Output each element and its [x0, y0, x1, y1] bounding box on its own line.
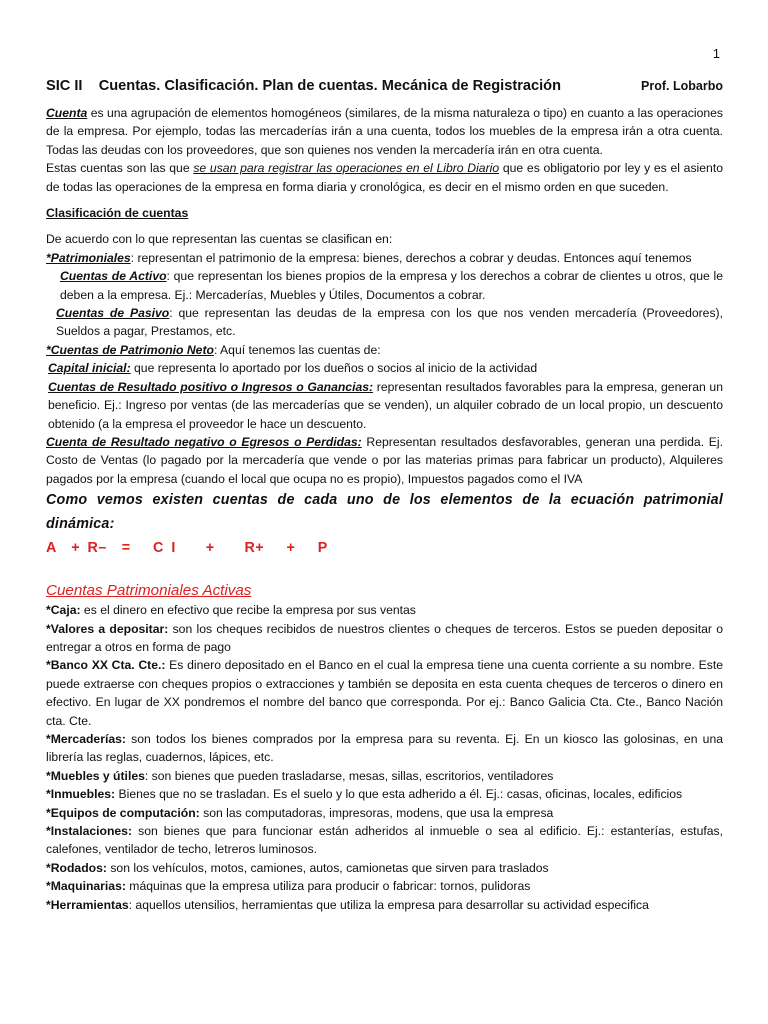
document-title: SIC II Cuentas. Clasificación. Plan de cuentas. Mecánica de Registración — [46, 78, 561, 94]
activo-text: : que representan los bienes propios de la empresa y los derechos a cobrar de clientes u otros, que le deben a la empresa. Ej.: Mercaderías, Muebles y Útiles, Documentos a cobrar. — [60, 269, 723, 302]
equation-formula: A + R– = C I + R+ + P — [46, 540, 328, 557]
list-item — [46, 859, 723, 877]
resultado-positivo-text: representan resultados favorables para la empresa, generan un beneficio. Ej.: Ingreso por ventas (de las mercaderías que se venden), un alquiler cobrado de un local propio, un descuento obtenido (a la empresa el proveedor le hace un descuento. — [48, 379, 723, 431]
list-item-label: *Inmuebles: — [46, 787, 116, 802]
classification-heading: Clasificación de cuentas — [46, 206, 189, 221]
list-item-label: *Muebles y útiles — [46, 768, 145, 783]
list-item — [46, 896, 723, 914]
activas-heading: Cuentas Patrimoniales Activas — [46, 582, 252, 600]
list-item — [46, 767, 723, 785]
list-item — [46, 601, 723, 619]
intro-text-1: es una agrupación de elementos homogéneos (similares, de la misma naturaleza o tipo) en cuanto a las operaciones de la empresa. Por ejemplo, todas las mercaderías irán a una cuenta, todos los muebles de la empresa irán a otra cuenta. Todas las deudas con los proveedores, que son quienes nos venden la mercadería irán en otra cuenta. — [46, 106, 723, 157]
list-item-text: : son bienes que pueden trasladarse, mesas, sillas, escritorios, ventiladores — [144, 768, 554, 783]
pasivo-item — [46, 304, 723, 341]
list-item — [46, 877, 723, 895]
capital-text: que representa lo aportado por los dueños o socios al inicio de la actividad — [130, 361, 538, 376]
term-cuenta: Cuenta — [46, 106, 88, 120]
resultado-negativo-label: Cuenta de Resultado negativo o Egresos o Perdidas: — [46, 434, 362, 449]
author-name: Prof. Lobarbo — [641, 79, 723, 93]
list-item-label: *Herramientas — [46, 897, 129, 912]
list-item — [46, 730, 723, 767]
list-item-label: *Banco XX Cta. Cte.: — [46, 658, 166, 673]
list-item-text: son los vehículos, motos, camiones, autos, camionetas que sirven para traslados — [106, 860, 549, 875]
list-item-text: Bienes que no se trasladan. Es el suelo y lo que esta adherido a él. Ej.: casas, oficinas, locales, edificios — [115, 787, 683, 802]
list-item-label: *Valores a depositar: — [46, 621, 169, 636]
list-item — [46, 785, 723, 803]
list-item-label: *Caja: — [46, 603, 81, 618]
libro-diario-phrase: se usan para registrar las operaciones en el Libro Diario — [193, 161, 500, 176]
intro-paragraph-2 — [46, 159, 723, 196]
list-item-text: Es dinero depositado en el Banco en el cual la empresa tiene una cuenta corriente a su nombre. Este puede extraerse con cheques propios o extracciones y también se deposita en esta cuenta cheques de terceros o dinero en efectivo. En lugar de XX pondremos el nombre del banco que corresponda. Por ej.: Banco Galicia Cta. Cte., Banco Nación cta. Cte. — [46, 658, 723, 728]
activo-label: Cuentas de Activo — [60, 269, 167, 284]
list-item-text: : aquellos utensilios, herramientas que utiliza la empresa para desarrollar su actividad especifica — [128, 897, 649, 912]
list-item-label: *Instalaciones: — [46, 824, 133, 838]
list-item — [46, 620, 723, 657]
title-row — [46, 78, 723, 94]
pasivo-label: Cuentas de Pasivo — [56, 306, 170, 321]
capital-label: Capital inicial: — [48, 361, 131, 376]
patrimonio-neto-text: : Aquí tenemos las cuentas de: — [213, 342, 381, 357]
list-item — [46, 822, 723, 859]
capital-item — [46, 359, 723, 377]
patrimonio-neto-item — [46, 341, 723, 359]
list-item-label: *Equipos de computación: — [46, 805, 200, 820]
activo-item — [46, 267, 723, 304]
intro-text-2a: Estas cuentas son las que — [46, 161, 194, 176]
resultado-negativo-item — [46, 433, 723, 488]
list-item-text: son todos los bienes comprados por la empresa para su reventa. Ej. En un kiosco las golosinas, en una librería las reglas, cuadernos, lápices, etc. — [46, 731, 723, 765]
classification-lead: De acuerdo con lo que representan las cuentas se clasifican en: — [46, 232, 393, 247]
patrimonio-neto-label: *Cuentas de Patrimonio Neto — [46, 342, 214, 357]
list-item-text: son las computadoras, impresoras, modens, que usa la empresa — [199, 805, 554, 820]
list-item-text: máquinas que la empresa utiliza para producir o fabricar: tornos, pulidoras — [125, 879, 531, 894]
patrimoniales-item — [46, 249, 723, 267]
list-item — [46, 656, 723, 730]
resultado-negativo-text: Representan resultados desfavorables, generan una perdida. Ej. Costo de Ventas (lo pagado por la mercadería que vende o por las materias primas para fabricar un producto), Alquileres pagados por la empresa (cuando el local que ocupa no es propio), Impuestos pagados como el IVA — [46, 434, 723, 486]
patrimoniales-text: : representan el patrimonio de la empresa: bienes, derechos a cobrar y deudas. Entonces aquí tenemos — [130, 250, 692, 265]
pasivo-text: : que representan las deudas de la empresa con los que nos venden mercadería (Proveedores), Sueldos a pagar, Prestamos, etc. — [56, 306, 723, 339]
list-item-label: *Maquinarias: — [46, 879, 126, 894]
intro-paragraph — [46, 104, 723, 159]
intro-text-2b: que es obligatorio por ley y es el asiento de todas las operaciones de la empresa en forma diaria y cronológica, es decir en el mismo orden en que suceden. — [46, 161, 723, 194]
list-item-label: *Rodados: — [46, 860, 107, 875]
list-item-text: son bienes que para funcionar están adheridos al inmueble o sea al edificio. Ej.: estanterías, estufas, calefones, ventilador de techo, letreros luminosos. — [46, 824, 723, 857]
resultado-positivo-label: Cuentas de Resultado positivo o Ingresos o Ganancias: — [48, 379, 374, 394]
list-item-label: *Mercaderías: — [46, 731, 126, 746]
resultado-positivo-item — [46, 378, 723, 433]
list-item-text: es el dinero en efectivo que recibe la empresa por sus ventas — [80, 603, 416, 618]
equation-statement: Como vemos existen cuentas de cada uno de los elementos de la ecuación patrimonial dinámica: — [46, 492, 723, 533]
document-page — [46, 44, 723, 914]
list-item — [46, 804, 723, 822]
patrimoniales-label: *Patrimoniales — [46, 250, 131, 265]
list-item-text: son los cheques recibidos de nuestros clientes o cheques de terceros. Estos se pueden depositar o entregar a otros en forma de pago — [46, 621, 723, 654]
page-number: 1 — [712, 46, 720, 61]
activas-list — [46, 601, 723, 914]
